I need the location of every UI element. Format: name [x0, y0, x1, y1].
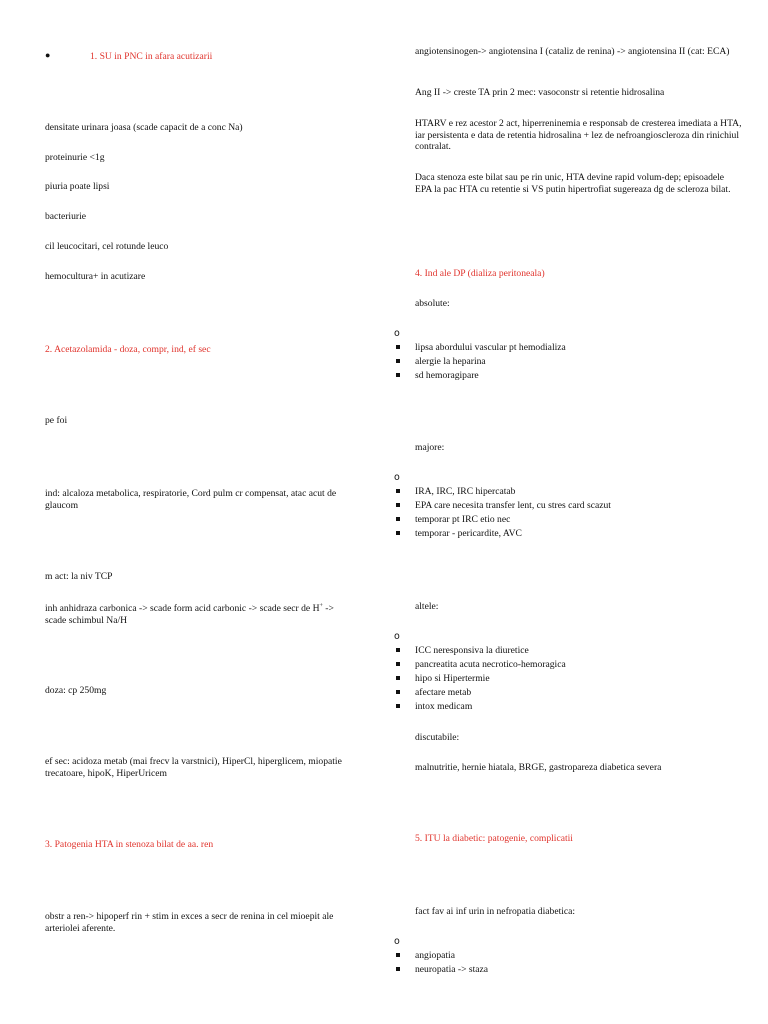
paragraph: piuria poate lipsi [45, 181, 110, 192]
circle-bullet-icon: o [394, 472, 400, 483]
paragraph: m act: la niv TCP [45, 571, 113, 582]
list-item: temporar pt IRC etio nec [415, 514, 511, 525]
square-bullet-icon [396, 967, 400, 971]
circle-bullet-icon: o [394, 631, 400, 642]
list-item: temporar - pericardite, AVC [415, 528, 522, 539]
list-label: discutabile: [415, 732, 460, 743]
paragraph: cil leucocitari, cel rotunde leuco [45, 241, 169, 252]
square-bullet-icon [396, 489, 400, 493]
list-item: EPA care necesita transfer lent, cu stres card scazut [415, 500, 611, 511]
heading-1: 1. SU in PNC in afara acutizarii [90, 51, 213, 62]
square-bullet-icon [396, 648, 400, 652]
list-label: majore: [415, 442, 445, 453]
list-item: angiopatia [415, 950, 455, 961]
square-bullet-icon [396, 690, 400, 694]
circle-bullet-icon: o [394, 936, 400, 947]
square-bullet-icon [396, 531, 400, 535]
square-bullet-icon [396, 359, 400, 363]
heading-4: 4. Ind ale DP (dializa peritoneala) [415, 268, 545, 279]
list-item: pancreatita acuta necrotico-hemoragica [415, 659, 566, 670]
paragraph: hemocultura+ in acutizare [45, 271, 146, 282]
paragraph: ind: alcaloza metabolica, respiratorie, Cord pulm cr compensat, atac acut de glaucom [45, 488, 337, 511]
list-label: altele: [415, 601, 439, 612]
list-item: sd hemoragipare [415, 370, 479, 381]
list-item: ICC neresponsiva la diuretice [415, 645, 529, 656]
paragraph: bacteriurie [45, 211, 87, 222]
paragraph: Ang II -> creste TA prin 2 mec: vasoconstr si retentie hidrosalina [415, 87, 665, 98]
square-bullet-icon [396, 517, 400, 521]
paragraph: pe foi [45, 415, 68, 426]
square-bullet-icon [396, 704, 400, 708]
paragraph: inh anhidraza carbonica -> scade form acid carbonic -> scade secr de H+ -> scade schimbul Na/H [45, 603, 334, 626]
paragraph: ef sec: acidoza metab (mai frecv la varstnici), HiperCl, hiperglicem, miopatie trecatoare, hipoK, HiperUricem [45, 756, 342, 779]
list-item: alergie la heparina [415, 356, 486, 367]
paragraph: angiotensinogen-> angiotensina I (cataliz de renina) -> angiotensina II (cat: ECA) [415, 46, 730, 57]
list-item: hipo si Hipertermie [415, 673, 490, 684]
square-bullet-icon [396, 503, 400, 507]
paragraph: malnutritie, hernie hiatala, BRGE, gastropareza diabetica severa [415, 762, 662, 773]
square-bullet-icon [396, 373, 400, 377]
square-bullet-icon [396, 662, 400, 666]
square-bullet-icon [396, 953, 400, 957]
paragraph: obstr a ren-> hipoperf rin + stim in exces a secr de renina in cel mioepit ale arteriolei aferente. [45, 911, 334, 934]
heading-5: 5. ITU la diabetic: patogenie, complicatii [415, 833, 573, 844]
list-label: absolute: [415, 298, 450, 309]
list-item: lipsa abordului vascular pt hemodializa [415, 342, 566, 353]
circle-bullet-icon: o [394, 328, 400, 339]
paragraph: proteinurie <1g [45, 152, 105, 163]
list-item: afectare metab [415, 687, 472, 698]
list-item: IRA, IRC, IRC hipercatab [415, 486, 516, 497]
paragraph: Daca stenoza este bilat sau pe rin unic, HTA devine rapid volum-dep; episoadele EPA la pac HTA cu retentie si VS putin hipertrofiat sugereaza dg de scleroza bilat. [415, 172, 731, 195]
bullet-dot: ● [45, 50, 51, 60]
paragraph: densitate urinara joasa (scade capacit de a conc Na) [45, 122, 243, 133]
list-item: neuropatia -> staza [415, 964, 489, 975]
list-label: fact fav ai inf urin in nefropatia diabetica: [415, 906, 576, 917]
list-item: intox medicam [415, 701, 473, 712]
square-bullet-icon [396, 345, 400, 349]
paragraph: doza: cp 250mg [45, 685, 107, 696]
heading-2: 2. Acetazolamida - doza, compr, ind, ef sec [45, 344, 211, 355]
heading-3: 3. Patogenia HTA in stenoza bilat de aa. ren [45, 839, 214, 850]
paragraph: HTARV e rez acestor 2 act, hiperreninemia e responsab de cresterea imediata a HTA, iar persistenta e data de retentia hidrosalina + lez de nefroangioscleroza din rinichiul contralat. [415, 118, 742, 152]
square-bullet-icon [396, 676, 400, 680]
